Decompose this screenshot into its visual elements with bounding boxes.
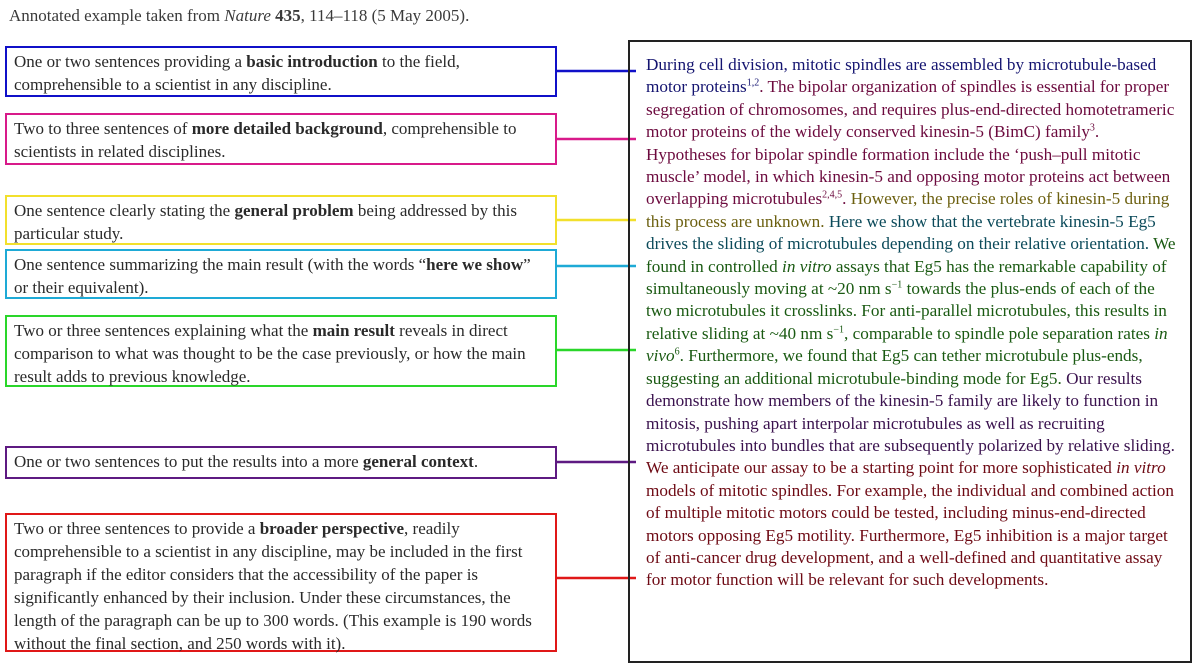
abstract-significance: We found in controlled in vitro assays that Eg5 has the remarkable capability of simultaneously moving at ~20 nm $s^{-1}$ towards the plus-ends of each of the two microtubules it crosslinks. For anti-parallel microtubules, this results in relative sliding at ~40 nm $s^{-1}$, comparable to spindle pole separation rates in vivo$^6$. Furthermore, we found that Eg5 can tether microtubule plus-ends, suggesting an additional microtubule-binding mode for Eg5. [646,234,1176,388]
abstract-paragraph [628,40,1192,663]
annotation-broader-perspective: Two or three sentences to provide a broader perspective, readily comprehensible to a scientist in any discipline, may be included in the first paragraph if the editor considers that the accessibility of the paper is significantly enhanced by their inclusion. Under these circumstances, the length of the paragraph can be up to 300 words. (This example is 190 words without the final section, and 250 words with it). [5,513,557,652]
abstract-context: Our results demonstrate how members of the kinesin-5 family are likely to function in mitosis, pushing apart interpolar microtubules as well as recruiting microtubules into bundles that are subsequently polarized by relative sliding. [646,368,1175,455]
figure-caption: Annotated example taken from Nature 435, 114–118 (5 May 2005). [9,6,470,25]
annotation-main-result: One sentence summarizing the main result (with the words “here we show” or their equivalent). [5,249,557,299]
annotation-basic-introduction: One or two sentences providing a basic introduction to the field, comprehensible to a scientist in any discipline. [5,46,557,97]
annotation-detailed-background: Two to three sentences of more detailed background, comprehensible to scientists in related disciplines. [5,113,557,165]
journal-volume: 435 [275,6,301,25]
abstract-result: Here we show that the vertebrate kinesin-5 Eg5 drives the sliding of microtubules depending on their relative orientation. [646,211,1156,254]
abstract-intro: During cell division, mitotic spindles are assembled by microtubule-based motor proteins$^{1,2}$ [646,55,1157,97]
annotation-general-problem: One sentence clearly stating the general problem being addressed by this particular study. [5,195,557,245]
abstract-problem: However, the precise roles of kinesin-5 during this process are unknown. [646,189,1170,231]
abstract-background: . The bipolar organization of spindles is essential for proper segregation of chromosomes, and requires plus-end-directed homotetrameric motor proteins of the widely conserved kinesin-5 (BimC) family$^3$. Hypotheses for bipolar spindle formation include the ‘push–pull mitotic muscle’ model, in which kinesin-5 and opposing motor proteins act between overlapping microtubules$^{2,4,5}$. [646,77,1175,209]
journal-name: Nature [224,6,271,25]
abstract-perspective: We anticipate our assay to be a starting point for more sophisticated in vitro models of mitotic spindles. For example, the individual and combined action of multiple mitotic motors could be tested, including minus-end-directed motors opposing Eg5 motility. Furthermore, Eg5 inhibition is a major target of anti-cancer drug development, and a well-defined and quantitative assay for motor function will be relevant for such developments. [646,458,1174,590]
annotation-result-significance: Two or three sentences explaining what the main result reveals in direct comparison to what was thought to be the case previously, or how the main result adds to previous knowledge. [5,315,557,387]
annotation-general-context: One or two sentences to put the results into a more general context. [5,446,557,479]
